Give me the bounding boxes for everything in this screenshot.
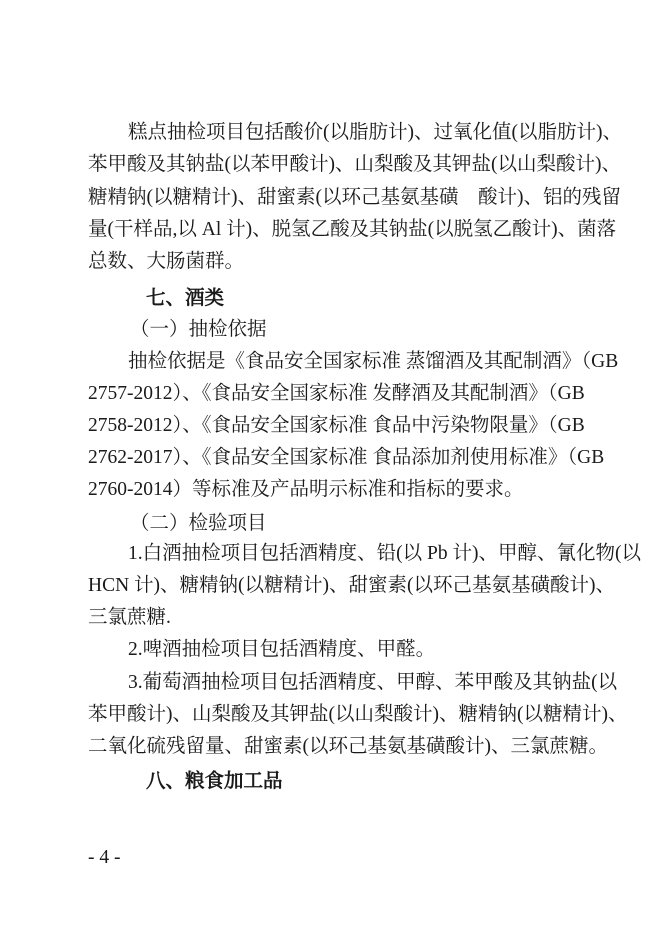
text-line: HCN 计)、糖精钠(以糖精计)、甜蜜素(以环己基氨基磺酸计)、 <box>88 575 616 596</box>
text-line: 2758-2012）、《食品安全国家标准 食品中污染物限量》（GB <box>88 415 585 436</box>
page-number: - 4 - <box>88 847 121 868</box>
text-line: 苯甲酸及其钠盐(以苯甲酸计)、山梨酸及其钾盐(以山梨酸计)、 <box>88 154 621 175</box>
text-line: 1.白酒抽检项目包括酒精度、铅(以 Pb 计)、甲醇、氰化物(以 <box>128 543 641 564</box>
text-line: 2762-2017）、《食品安全国家标准 食品添加剂使用标准》（GB <box>88 447 605 468</box>
section-heading-8: 八、粮食加工品 <box>146 770 283 792</box>
text-line: 糕点抽检项目包括酸价(以脂肪计)、过氧化值(以脂肪计)、 <box>128 122 622 143</box>
text-line: 2757-2012）、《食品安全国家标准 发酵酒及其配制酒》（GB <box>88 383 585 404</box>
text-line: 二氧化硫残留量、甜蜜素(以环己基氨基磺酸计)、三氯蔗糖。 <box>88 736 608 757</box>
text-line: 2.啤酒抽检项目包括酒精度、甲醛。 <box>128 639 436 660</box>
text-line: 量(干样品,以 Al 计)、脱氢乙酸及其钠盐(以脱氢乙酸计)、菌落 <box>88 219 617 240</box>
text-line: 抽检依据是《食品安全国家标准 蒸馏酒及其配制酒》（GB <box>128 351 619 372</box>
text-line: 总数、大肠菌群。 <box>88 251 245 272</box>
text-line: 2760-2014）等标准及产品明示标准和指标的要求。 <box>88 479 524 500</box>
text-line: 苯甲酸计)、山梨酸及其钾盐(以山梨酸计)、糖精钠(以糖精计)、 <box>88 704 628 725</box>
subsection-heading-basis: （一）抽检依据 <box>130 318 267 340</box>
text-line: 三氯蔗糖. <box>88 607 171 628</box>
section-heading-7: 七、酒类 <box>146 287 225 309</box>
text-line: 糖精钠(以糖精计)、甜蜜素(以环己基氨基磺 酸计)、铝的残留 <box>88 187 621 208</box>
subsection-heading-items: （二）检验项目 <box>130 512 267 534</box>
text-line: 3.葡萄酒抽检项目包括酒精度、甲醇、苯甲酸及其钠盐(以 <box>128 672 618 693</box>
